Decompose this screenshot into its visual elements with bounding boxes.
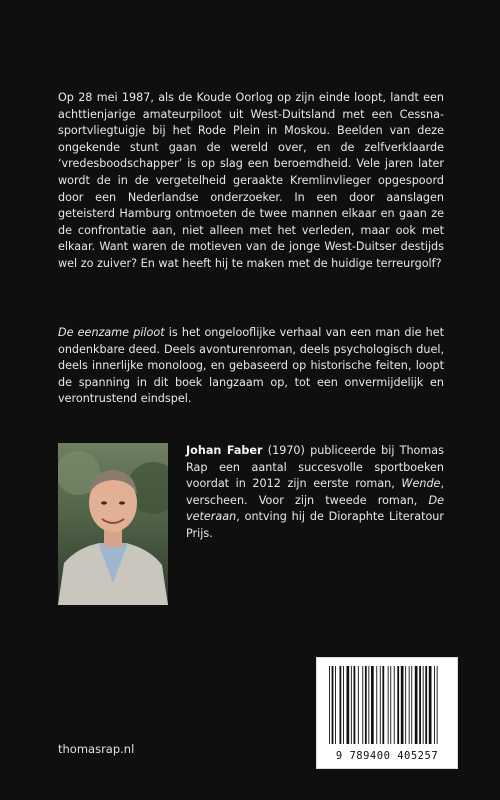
isbn-barcode	[316, 657, 458, 769]
publisher-url: thomasrap.nl	[58, 742, 135, 756]
bio-text-1: (1970) publiceerde bij Thomas Rap een aantal succesvolle sportboeken voordat in 2012 zijn eerste roman,	[186, 444, 444, 491]
blurb-paragraph-2	[58, 325, 444, 408]
author-name: Johan Faber	[186, 444, 263, 457]
isbn-number: 9 789400 405257	[335, 750, 439, 762]
blurb-paragraph-2-text: is het ongelooflijke verhaal van een man die het ondenkbare deed. Deels avonturenroman, deels psychologisch duel, deels innerlijke monoloog, en gebaseerd op historische feiten, loopt de spanning in dit boek langzaam op, tot een onvermijdelijk en verontrustend eindspel.	[58, 326, 444, 406]
bio-text-2: , verscheen. Voor zijn tweede roman,	[186, 477, 444, 507]
bio-text-3: , ontving hij de Dioraphte Literatour Prijs.	[186, 510, 444, 540]
barcode-bars	[328, 666, 446, 746]
author-photo	[58, 443, 168, 605]
book-title: De eenzame piloot	[58, 326, 165, 339]
bio-title-2: De veteraan	[186, 493, 444, 524]
bio-title-1: Wende	[401, 477, 441, 491]
blurb-paragraph-1: Op 28 mei 1987, als de Koude Oorlog op zijn einde loopt, landt een achttienjarige amateurpiloot uit West-Duitsland met een Cessna-sportvliegtuigje bij het Rode Plein in Moskou. Beelden van deze ongekende stunt gaan de wereld over, en de zelfverklaarde ‘vredesboodschapper’ is op slag een beroemdheid. Vele jaren later wordt de in de vergetelheid geraakte Kremlinvlieger opgespoord door een Nederlandse onderzoeker. In een door aanslagen geteisterd Hamburg ontmoeten de twee mannen elkaar en gaan ze de confrontatie aan, niet alleen met het verleden, maar ook met elkaar. Want waren de motieven van de jonge West-Duitser destijds wel zo zuiver? En wat heeft hij te maken met de huidige terreurgolf?	[58, 91, 444, 270]
author-bio	[186, 443, 444, 543]
